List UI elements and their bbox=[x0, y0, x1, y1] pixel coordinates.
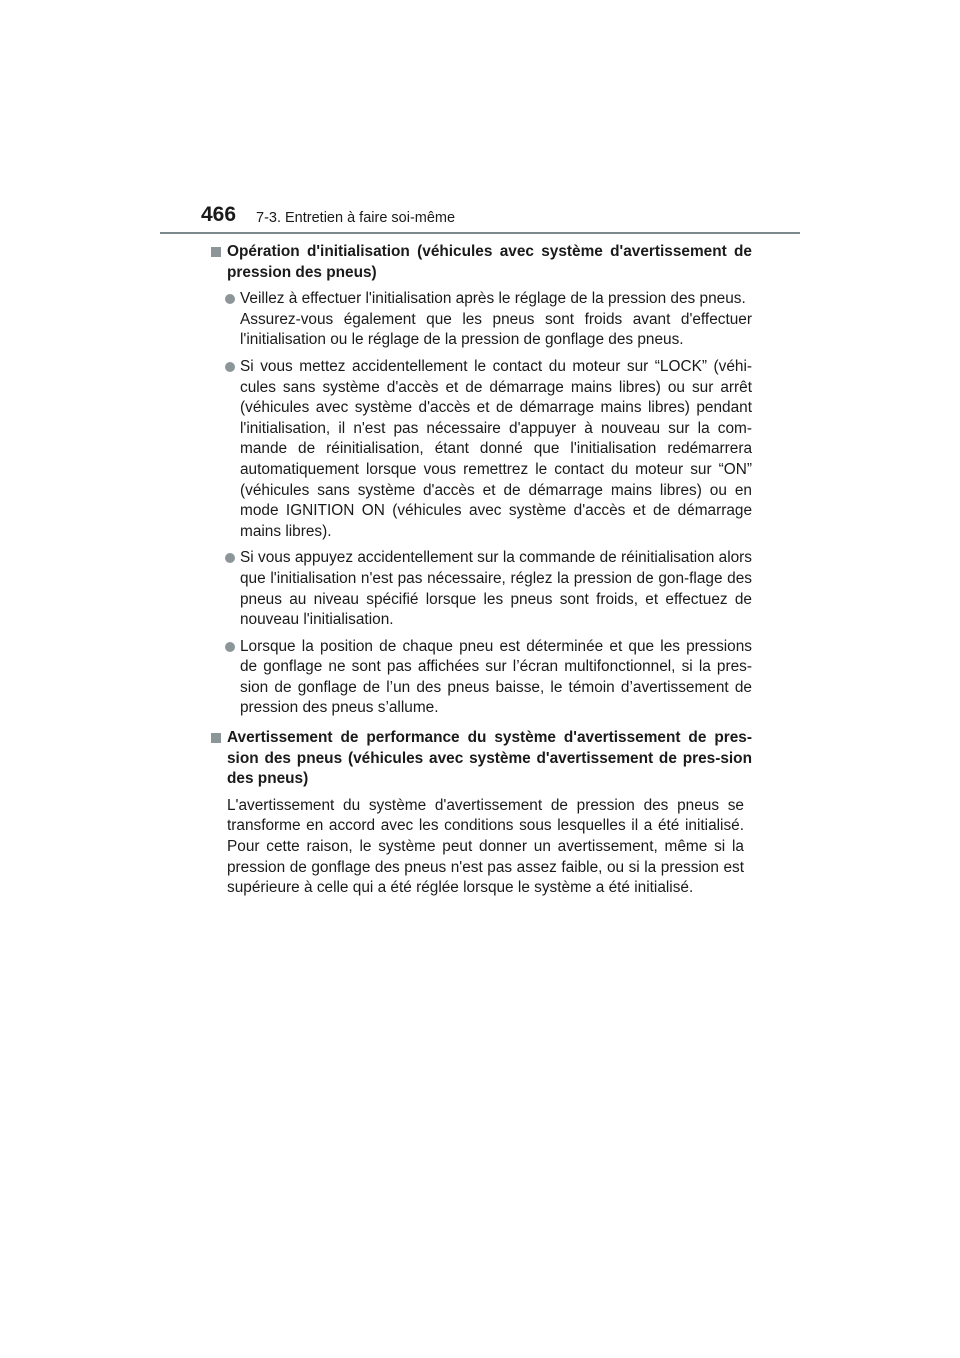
section-heading-text: Avertissement de performance du système d'avertissement de pres-sion des pneus (véhicules avec système d'avertissement de pres-sion des pneus) bbox=[227, 729, 752, 788]
list-item bbox=[209, 357, 752, 542]
list-item-text: Si vous mettez accidentellement le contact du moteur sur “LOCK” (véhi-cules sans système d'accès et de démarrage mains libres) ou sur arrêt (véhicules avec système d'accès et de démarrage mains libres) pendant l'initialisation, il n'est pas nécessaire d'appuyer à nouveau sur la com-mande de réinitialisation, étant donné que l'initialisation redémarrera automatiquement lorsque vous remettrez le contact du moteur sur “ON” (véhicules sans système d'accès et de démarrage mains libres) ou en mode IGNITION ON (véhicules avec système d'accès et de démarrage mains libres). bbox=[240, 357, 752, 540]
list-item bbox=[209, 637, 752, 719]
list-item bbox=[209, 289, 752, 351]
section-heading-text: Opération d'initialisation (véhicules avec système d'avertissement de pression des pneus) bbox=[227, 243, 752, 281]
round-bullet-icon bbox=[225, 553, 235, 563]
page-header bbox=[160, 204, 800, 234]
page-content bbox=[209, 242, 752, 899]
header-divider bbox=[160, 232, 800, 234]
list-item-text: Lorsque la position de chaque pneu est déterminée et que les pressions de gonflage ne sont pas affichées sur l’écran multifonctionnel, si la pres-sion de gonflage de l’un des pneus baisse, le témoin d’avertissement de pression des pneus s’allume. bbox=[240, 637, 752, 717]
round-bullet-icon bbox=[225, 294, 235, 304]
chapter-section-title: 7-3. Entretien à faire soi-même bbox=[256, 210, 456, 226]
list-item bbox=[209, 548, 752, 630]
round-bullet-icon bbox=[225, 362, 235, 372]
list-item-text: Si vous appuyez accidentellement sur la commande de réinitialisation alors que l'initialisation n'est pas nécessaire, réglez la pression de gon-flage des pneus au niveau spécifié lorsque les pneus sont froids, et effectuez de nouveau l'initialisation. bbox=[240, 549, 752, 629]
list-item-text: Veillez à effectuer l'initialisation après le réglage de la pression des pneus. bbox=[240, 290, 746, 308]
section-performance-warning bbox=[209, 728, 752, 899]
body-paragraph: L'avertissement du système d'avertissement de pression des pneus se transforme en accord avec les conditions sous lesquelles il a été initialisé. Pour cette raison, le système peut donner un avertissement, même si la pression de gonflage des pneus n'est pas assez faible, ou si la pression est supérieure à celle qui a été réglée lorsque le système a été initialisé. bbox=[227, 796, 744, 897]
section-heading bbox=[209, 242, 752, 283]
list-item-text: Assurez-vous également que les pneus sont froids avant d'effectuer l'initialisation ou le réglage de la pression de gonflage des pneus. bbox=[240, 310, 752, 349]
section-heading bbox=[209, 728, 752, 790]
page-number: 466 bbox=[201, 203, 237, 226]
square-bullet-icon bbox=[211, 733, 221, 743]
round-bullet-icon bbox=[225, 642, 235, 652]
square-bullet-icon bbox=[211, 247, 221, 257]
section-initialization bbox=[209, 242, 752, 719]
